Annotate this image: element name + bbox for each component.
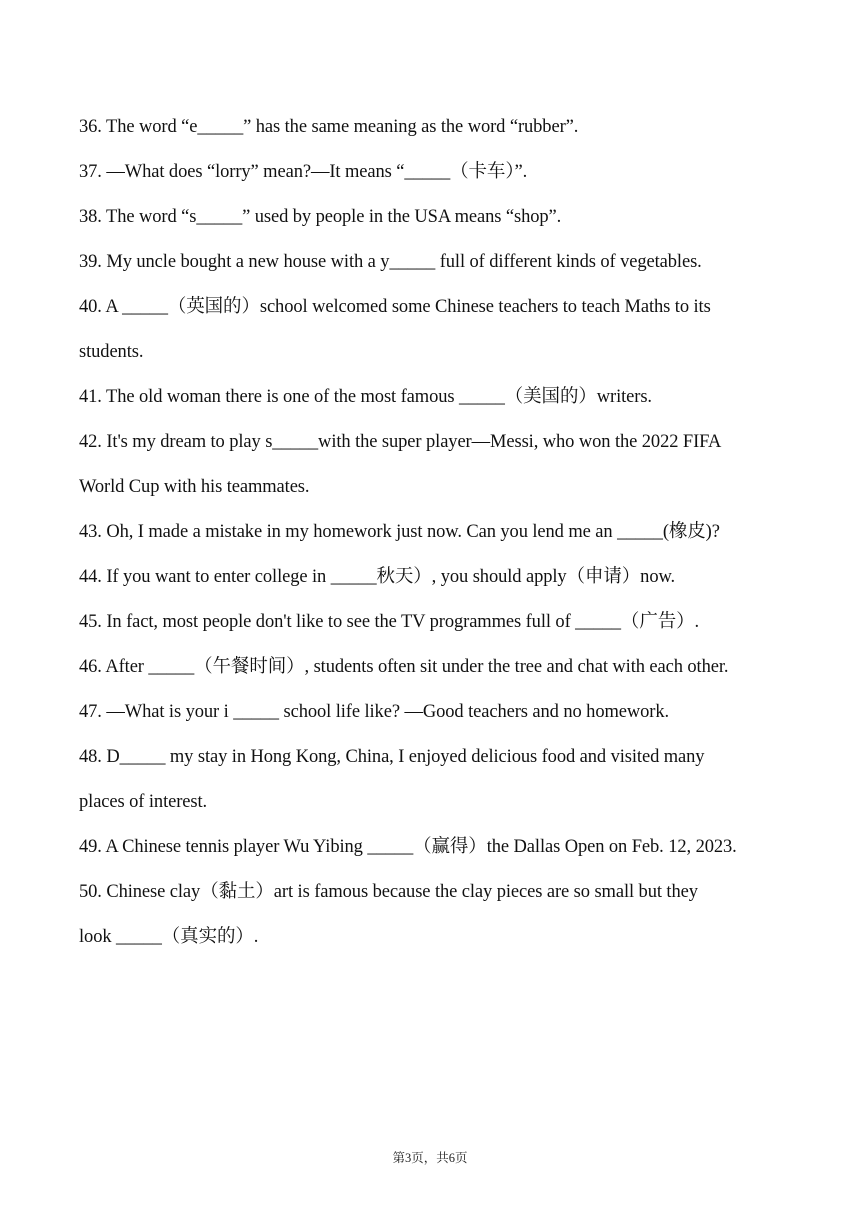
question-42-continued: World Cup with his teammates. — [79, 477, 310, 497]
question-46: 46. After _____（午餐时间）, students often sit under the tree and chat with each other. — [79, 657, 729, 677]
question-40: 40. A _____（英国的）school welcomed some Chinese teachers to teach Maths to its — [79, 297, 711, 317]
question-44: 44. If you want to enter college in _____秋天）, you should apply（申请）now. — [79, 567, 676, 587]
question-50: 50. Chinese clay（黏土）art is famous because the clay pieces are so small but they — [79, 882, 698, 902]
question-43: 43. Oh, I made a mistake in my homework just now. Can you lend me an _____(橡皮)? — [79, 522, 720, 542]
question-40-continued: students. — [79, 342, 144, 362]
question-42: 42. It's my dream to play s_____with the super player—Messi, who won the 2022 FIFA — [79, 432, 722, 452]
page-number-footer: 第3页，共6页 — [392, 1151, 468, 1165]
question-49: 49. A Chinese tennis player Wu Yibing _____（赢得）the Dallas Open on Feb. 12, 2023. — [79, 837, 737, 857]
question-50-continued: look _____（真实的）. — [79, 927, 259, 947]
question-38: 38. The word “s_____” used by people in the USA means “shop”. — [79, 207, 562, 227]
question-41: 41. The old woman there is one of the most famous _____（美国的）writers. — [79, 387, 652, 407]
question-45: 45. In fact, most people don't like to see the TV programmes full of _____（广告）. — [79, 612, 700, 632]
question-36: 36. The word “e_____” has the same meaning as the word “rubber”. — [79, 117, 579, 137]
question-48: 48. D_____ my stay in Hong Kong, China, I enjoyed delicious food and visited many — [79, 747, 705, 767]
question-list — [79, 105, 785, 960]
question-47: 47. —What is your i _____ school life like? —Good teachers and no homework. — [79, 702, 670, 722]
question-37: 37. —What does “lorry” mean?—It means “_____（卡车）”. — [79, 162, 528, 182]
question-39: 39. My uncle bought a new house with a y_____ full of different kinds of vegetables. — [79, 252, 702, 272]
question-48-continued: places of interest. — [79, 792, 208, 812]
